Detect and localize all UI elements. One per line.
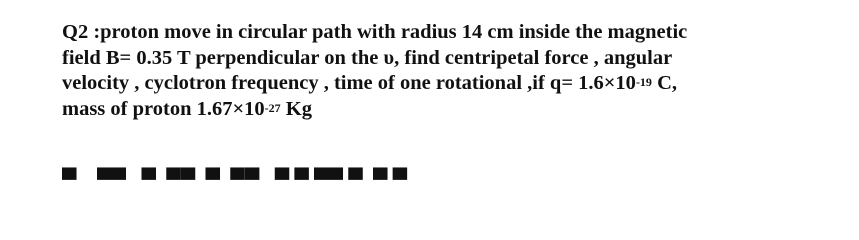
charge-exponent: -19 [635,75,652,89]
question-line-4-text: mass of proton 1.67×10 [62,97,265,120]
question-line-4 [62,97,852,123]
mass-exponent: -27 [264,100,281,115]
question-text [62,20,852,122]
question-line-3 [62,71,852,97]
question-line-2: field B= 0.35 T perpendicular on the υ, find centripetal force , angular [62,46,673,69]
question-line-3-text: velocity , cyclotron frequency , time of one rotational ,if q= 1.6×10 [62,72,636,94]
mass-unit: Kg [280,97,312,120]
charge-unit: C, [651,72,677,94]
clipped-next-line-glyphs: ▀ ▀▀ ▀ ▀▀ ▀ ▀▀ ▀ ▀ ▀▀ ▀ ▀ ▀ [62,169,408,191]
question-line-1: Q2 :proton move in circular path with radius 14 cm inside the magnetic [62,21,688,43]
clipped-next-line [62,168,482,191]
